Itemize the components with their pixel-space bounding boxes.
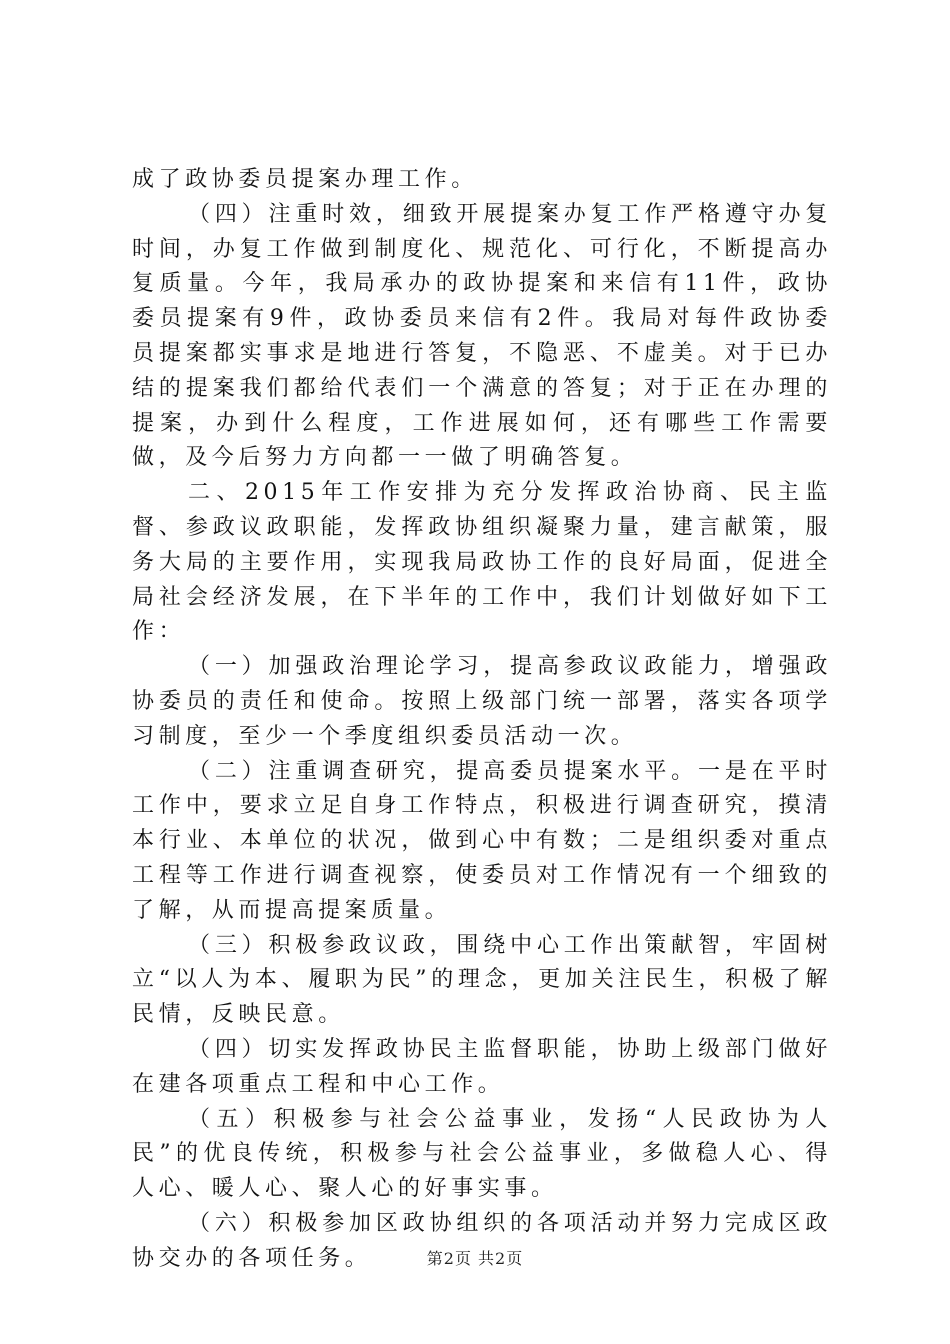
paragraph: （四）注重时效，细致开展提案办复工作严格遵守办复时间，办复工作做到制度化、规范化、可行化，不断提高办复质量。今年，我局承办的政协提案和来信有11件，政协委员提案有9件，政协委员来信有2件。我局对每件政协委员提案都实事求是地进行答复，不隐恶、不虚美。对于已办结的提案我们都给代表们一个满意的答复；对于正在办理的提案，办到什么程度，工作进展如何，还有哪些工作需要做，及今后努力方向都一一做了明确答复。 — [132, 201, 832, 471]
paragraph: （三）积极参政议政，围绕中心工作出策献智，牢固树立“以人为本、履职为民”的理念，更加关注民生，积极了解民情，反映民意。 — [132, 932, 832, 1028]
page-number-footer: 第2页 共2页 — [426, 1249, 524, 1268]
paragraph: 二、2015年工作安排为充分发挥政治协商、民主监督、参政议政职能，发挥政协组织凝聚力量，建言献策，服务大局的主要作用，实现我局政协工作的良好局面，促进全局社会经济发展，在下半年的工作中，我们计划做好如下工作： — [132, 480, 832, 645]
paragraph: 成了政协委员提案办理工作。 — [132, 167, 478, 192]
document-body — [132, 163, 832, 1277]
paragraph: （一）加强政治理论学习，提高参政议政能力，增强政协委员的责任和使命。按照上级部门统一部署，落实各项学习制度，至少一个季度组织委员活动一次。 — [132, 654, 832, 749]
paragraph: （六）积极参加区政协组织的各项活动并努力完成区政协交办的各项任务。 — [132, 1210, 832, 1271]
paragraph: （二）注重调查研究，提高委员提案水平。一是在平时工作中，要求立足自身工作特点，积极进行调查研究，摸清本行业、本单位的状况，做到心中有数；二是组织委对重点工程等工作进行调查视察，使委员对工作情况有一个细致的了解，从而提高提案质量。 — [132, 758, 832, 923]
paragraph: （五）积极参与社会公益事业，发扬“人民政协为人民”的优良传统，积极参与社会公益事业，多做稳人心、得人心、暖人心、聚人心的好事实事。 — [132, 1106, 832, 1202]
paragraph: （四）切实发挥政协民主监督职能，协助上级部门做好在建各项重点工程和中心工作。 — [132, 1036, 832, 1097]
